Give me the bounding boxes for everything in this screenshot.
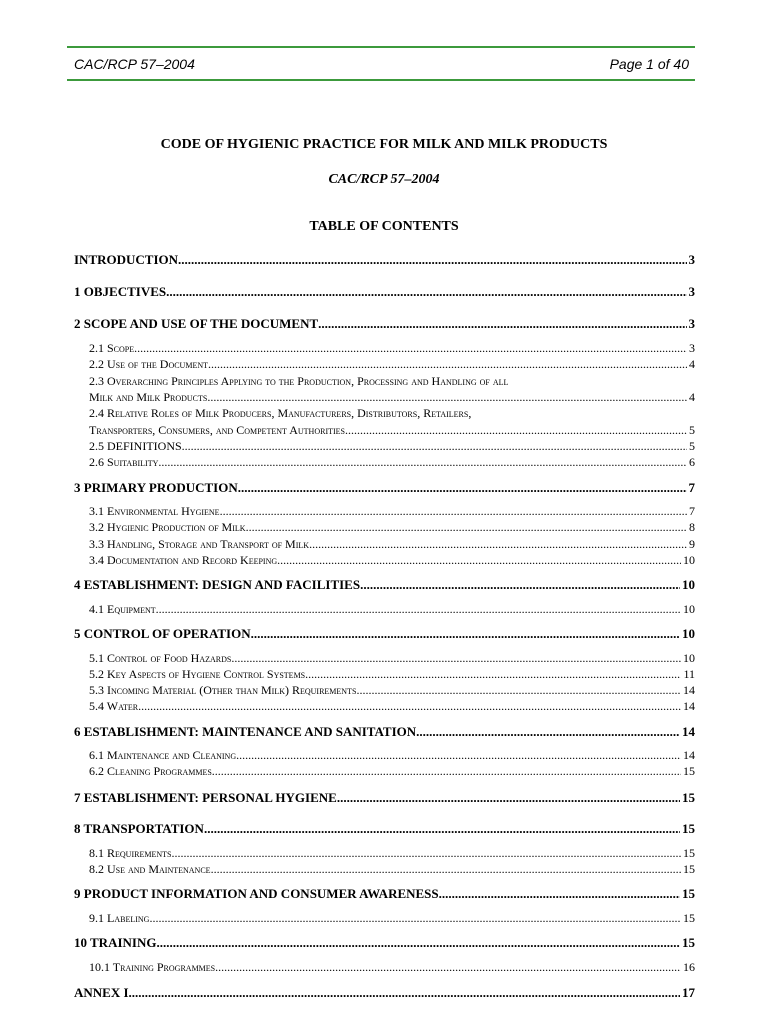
- header-doc-code: CAC/RCP 57–2004: [74, 56, 195, 72]
- toc-entry-maintenance-sanitation[interactable]: 6 ESTABLISHMENT: MAINTENANCE AND SANITATION ..... 14: [74, 724, 695, 740]
- document-title: CODE OF HYGIENIC PRACTICE FOR MILK AND MILK PRODUCTS: [160, 137, 608, 152]
- toc-entry-annex-i[interactable]: ANNEX I ..... 17: [74, 985, 695, 1001]
- toc-entry-9-1[interactable]: 9.1 Labeling ..... 15: [89, 911, 695, 926]
- toc-entry-10-1[interactable]: 10.1 Training Programmes ..... 16: [89, 960, 695, 975]
- toc-entry-control-of-operation[interactable]: 5 CONTROL OF OPERATION ..... 10: [74, 626, 695, 642]
- toc-entry-2-5[interactable]: 2.5 DEFINITIONS ..... 5: [89, 439, 695, 454]
- toc-entry-3-1[interactable]: 3.1 Environmental Hygiene ..... 7: [89, 504, 695, 519]
- toc-entry-3-3[interactable]: 3.3 Handling, Storage and Transport of Milk ..... 9: [89, 537, 695, 552]
- toc-entry-8-2[interactable]: 8.2 Use and Maintenance ..... 15: [89, 862, 695, 877]
- toc-entry-primary-production[interactable]: 3 PRIMARY PRODUCTION ..... 7: [74, 480, 695, 496]
- toc-entry-3-4[interactable]: 3.4 Documentation and Record Keeping ..... 10: [89, 553, 695, 568]
- toc-entry-2-2[interactable]: 2.2 Use of the Document ..... 4: [89, 357, 695, 372]
- toc-heading: TABLE OF CONTENTS: [309, 219, 459, 234]
- toc-entry-2-6[interactable]: 2.6 Suitability ..... 6: [89, 455, 695, 470]
- toc-entry-5-1[interactable]: 5.1 Control of Food Hazards ..... 10: [89, 651, 695, 666]
- toc-entry-5-3[interactable]: 5.3 Incoming Material (Other than Milk) Requirements ..... 14: [89, 683, 695, 698]
- toc-entry-4-1[interactable]: 4.1 Equipment ..... 10: [89, 602, 695, 617]
- header-page-number: Page 1 of 40: [609, 56, 689, 72]
- header-rule-top: [67, 46, 695, 48]
- toc-entry-5-4[interactable]: 5.4 Water ..... 14: [89, 699, 695, 714]
- toc-entry-2-3[interactable]: Milk and Milk Products ..... 4: [89, 390, 695, 405]
- toc-entry-8-1[interactable]: 8.1 Requirements ..... 15: [89, 846, 695, 861]
- toc-entry-6-1[interactable]: 6.1 Maintenance and Cleaning ..... 14: [89, 748, 695, 763]
- toc-entry-introduction[interactable]: INTRODUCTION ..... 3: [74, 252, 695, 268]
- toc-entry-2-4-line1[interactable]: 2.4 Relative Roles of Milk Producers, Manufacturers, Distributors, Retailers,: [89, 406, 472, 420]
- toc-entry-2-3-line1[interactable]: 2.3 Overarching Principles Applying to the Production, Processing and Handling of all: [89, 374, 509, 388]
- toc-entry-scope-and-use[interactable]: 2 SCOPE AND USE OF THE DOCUMENT ..... 3: [74, 316, 695, 332]
- toc-entry-3-2[interactable]: 3.2 Hygienic Production of Milk ..... 8: [89, 520, 695, 535]
- toc-entry-6-2[interactable]: 6.2 Cleaning Programmes ..... 15: [89, 764, 695, 779]
- toc-entry-design-facilities[interactable]: 4 ESTABLISHMENT: DESIGN AND FACILITIES ..... 10: [74, 577, 695, 593]
- toc-entry-5-2[interactable]: 5.2 Key Aspects of Hygiene Control Systems ..... 11: [89, 667, 695, 682]
- toc-entry-personal-hygiene[interactable]: 7 ESTABLISHMENT: PERSONAL HYGIENE ..... 15: [74, 790, 695, 806]
- document-subtitle: CAC/RCP 57–2004: [328, 172, 440, 187]
- toc-entry-product-information[interactable]: 9 PRODUCT INFORMATION AND CONSUMER AWARENESS ..... 15: [74, 886, 695, 902]
- toc-entry-objectives[interactable]: 1 OBJECTIVES ..... 3: [74, 284, 695, 300]
- toc-entry-2-1[interactable]: 2.1 Scope ..... 3: [89, 341, 695, 356]
- header-rule-bottom: [67, 79, 695, 81]
- toc-entry-training[interactable]: 10 TRAINING ..... 15: [74, 935, 695, 951]
- toc-entry-transportation[interactable]: 8 TRANSPORTATION ..... 15: [74, 821, 695, 837]
- toc-entry-2-4[interactable]: Transporters, Consumers, and Competent Authorities ..... 5: [89, 423, 695, 438]
